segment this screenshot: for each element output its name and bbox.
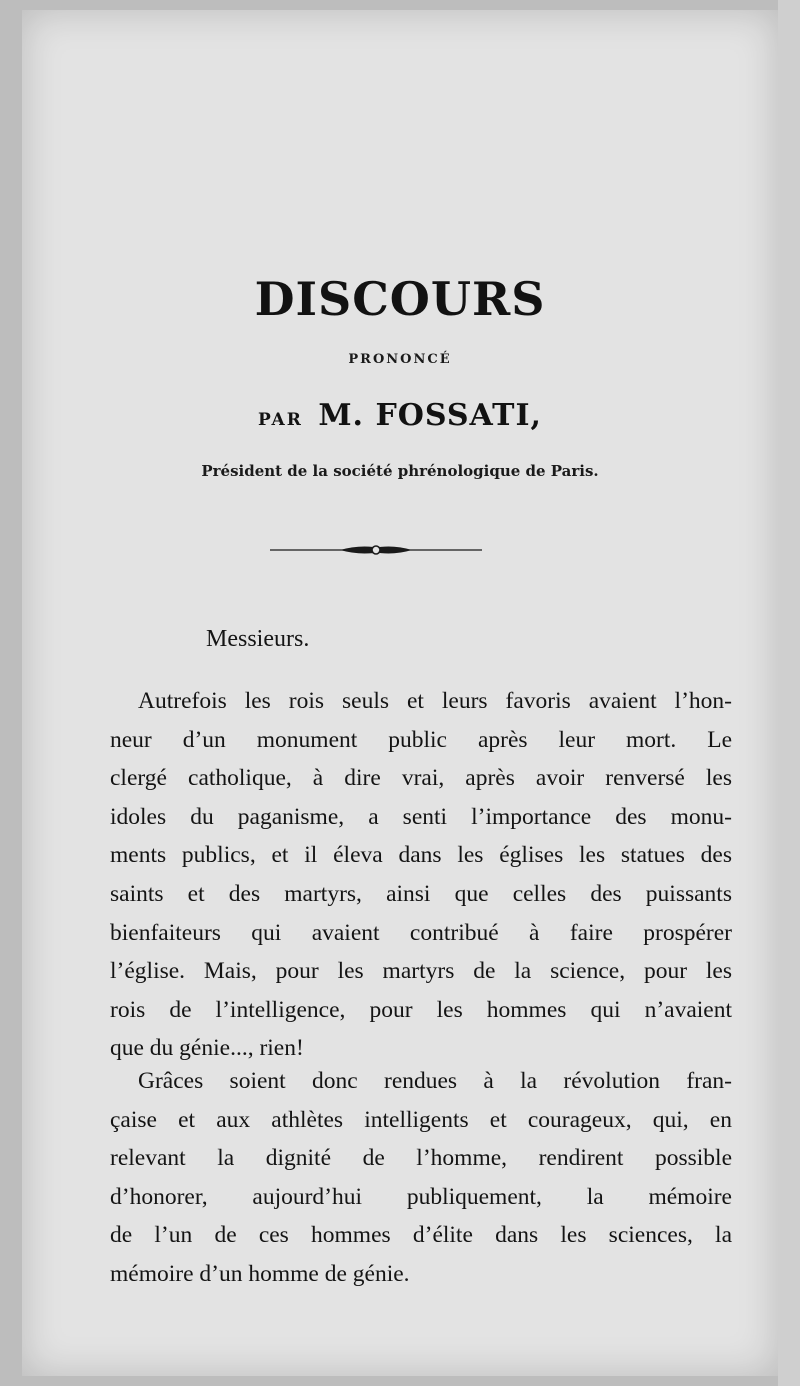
text-line: relevant la dignité de l’homme, rendirent possible [110,1145,732,1172]
text-line: clergé catholique, à dire vrai, après avoir renversé les [110,765,732,792]
ornamental-rule-icon [270,540,482,560]
text-line: de l’un de ces hommes d’élite dans les sciences, la [110,1222,732,1249]
text-line: saints et des martyrs, ainsi que celles des puissants [110,880,732,907]
scan-margin [778,0,800,1386]
text-line: neur d’un monument public après leur mort. Le [110,726,732,753]
text-line: l’église. Mais, pour les martyrs de la science, pour les [110,958,732,985]
text-line: que du génie..., rien! [110,1035,304,1062]
text-line: mémoire d’un homme de génie. [110,1260,410,1287]
page-subtitle: PRONONCÉ [348,352,452,367]
author-affiliation: Président de la société phrénologique de Paris. [201,462,599,480]
text-line: bienfaiteurs qui avaient contribué à faire prospérer [110,919,732,946]
text-line: Autrefois les rois seuls et leurs favoris avaient l’hon- [138,688,732,714]
text-line: d’honorer, aujourd’hui publiquement, la mémoire [110,1183,732,1210]
text-line: idoles du paganisme, a senti l’importance des monu- [110,803,732,830]
paragraph-2 [110,1062,732,1294]
paragraph-1 [110,682,732,1068]
book-page [22,10,778,1376]
text-line: çaise et aux athlètes intelligents et courageux, qui, en [110,1106,732,1133]
text-line: ments publics, et il éleva dans les églises les statues des [110,842,732,869]
text-line: rois de l’intelligence, pour les hommes qui n’avaient [110,996,732,1023]
text-line: Grâces soient donc rendues à la révolution fran- [138,1068,732,1094]
author-name: M. FOSSATI, [318,398,542,433]
salutation: Messieurs. [206,626,310,652]
author-line [22,398,778,433]
author-prefix: PAR [258,410,303,430]
page-title: DISCOURS [254,272,546,326]
